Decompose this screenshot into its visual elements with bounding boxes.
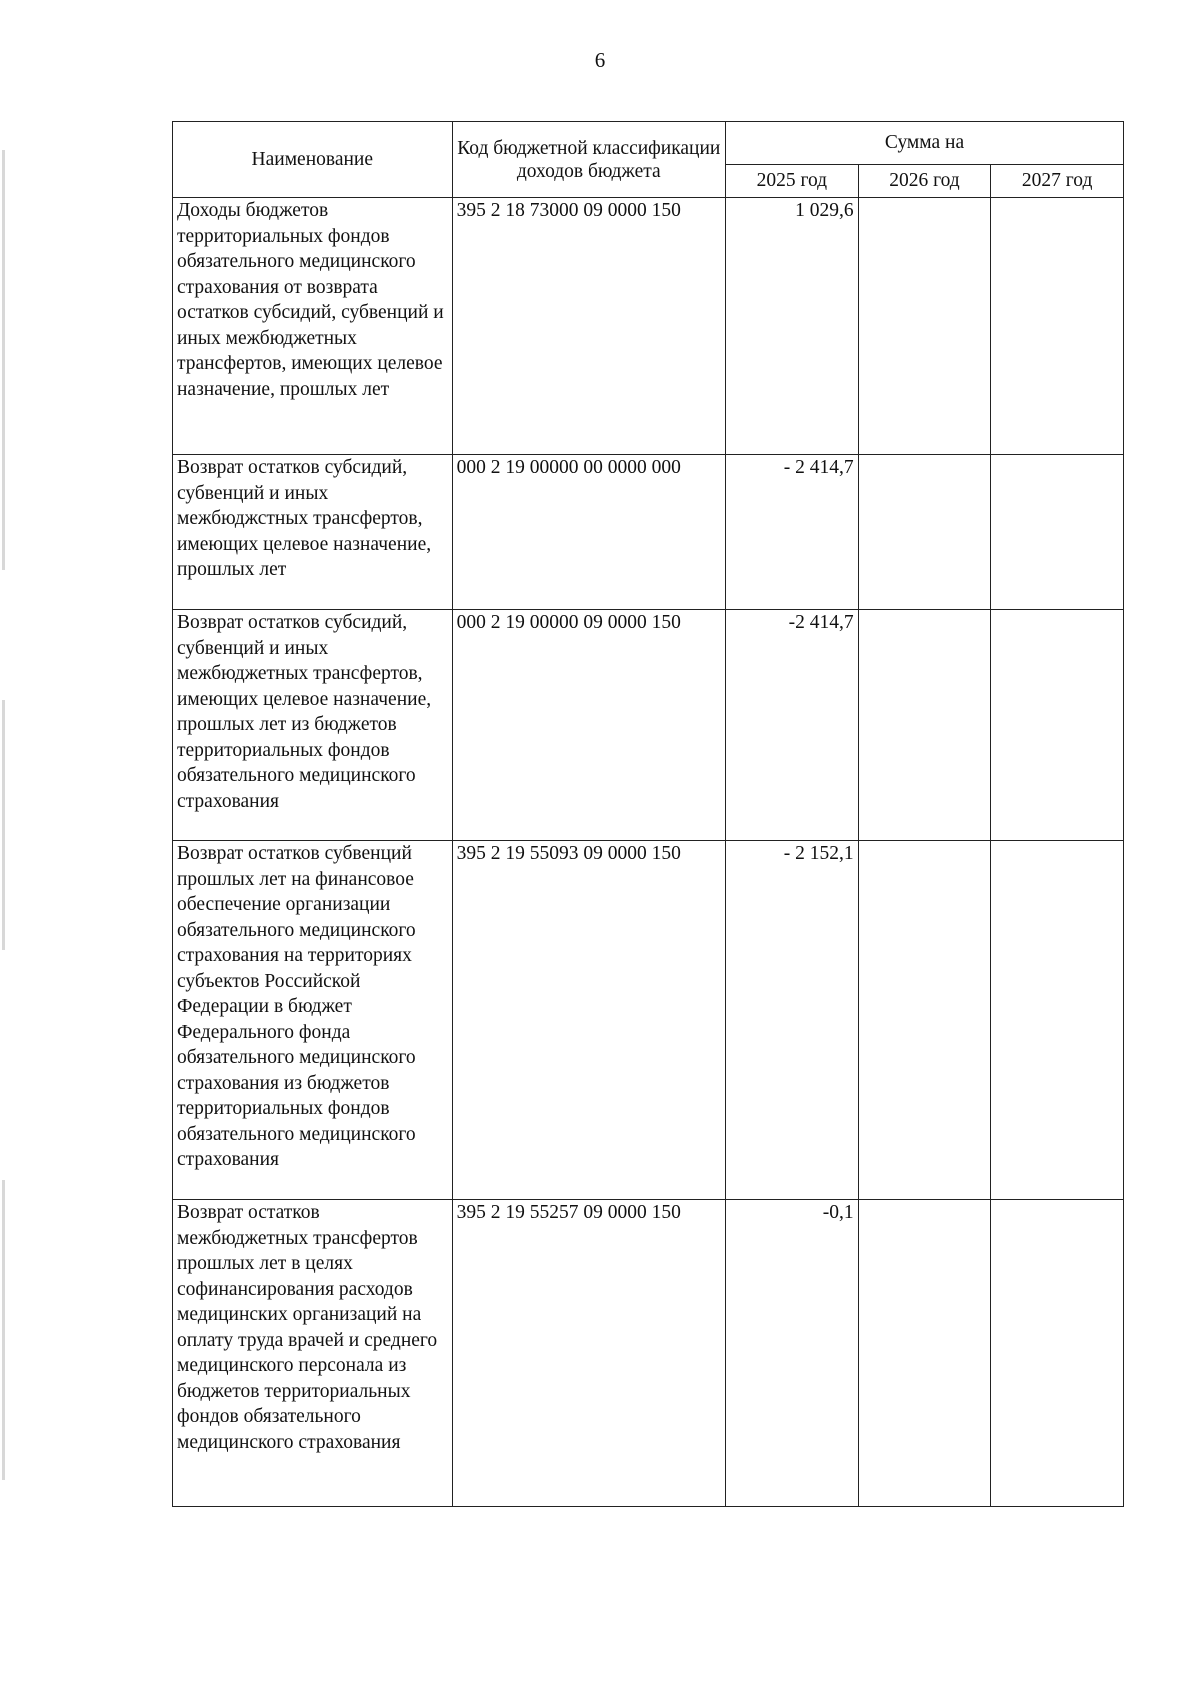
row-amount-2026 xyxy=(858,1200,991,1507)
row-amount-2026 xyxy=(858,841,991,1200)
row-name: Возврат остатков субсидий, субвенций и иных межбюджстных трансфертов, имеющих целевое назначение, прошлых лет xyxy=(173,455,453,610)
table-row xyxy=(173,841,1124,1200)
row-amount-2027 xyxy=(991,841,1124,1200)
row-code: 000 2 19 00000 00 0000 000 xyxy=(452,455,725,610)
row-code: 395 2 18 73000 09 0000 150 xyxy=(452,198,725,455)
row-amount-2025: -0,1 xyxy=(726,1200,859,1507)
row-amount-2027 xyxy=(991,198,1124,455)
row-amount-2025: 1 029,6 xyxy=(726,198,859,455)
scan-edge-mark xyxy=(2,150,5,570)
table-row xyxy=(173,1200,1124,1507)
row-amount-2025: -2 414,7 xyxy=(726,610,859,841)
row-amount-2026 xyxy=(858,455,991,610)
page-number: 6 xyxy=(594,48,606,72)
header-year-2025: 2025 год xyxy=(726,165,859,198)
row-amount-2025: - 2 152,1 xyxy=(726,841,859,1200)
header-year-2027: 2027 год xyxy=(991,165,1124,198)
table-row xyxy=(173,610,1124,841)
row-code: 000 2 19 00000 09 0000 150 xyxy=(452,610,725,841)
row-amount-2026 xyxy=(858,198,991,455)
table-row xyxy=(173,455,1124,610)
header-year-2026: 2026 год xyxy=(858,165,991,198)
revenue-table xyxy=(172,121,1124,1507)
scan-edge-mark xyxy=(2,1180,5,1480)
row-code: 395 2 19 55257 09 0000 150 xyxy=(452,1200,725,1507)
table-header xyxy=(173,122,1124,198)
row-amount-2027 xyxy=(991,610,1124,841)
row-code: 395 2 19 55093 09 0000 150 xyxy=(452,841,725,1200)
table-row xyxy=(173,198,1124,455)
row-amount-2026 xyxy=(858,610,991,841)
row-name: Возврат остатков субсидий, субвенций и иных межбюджетных трансфертов, имеющих целевое назначение, прошлых лет из бюджетов территориальных фондов обязательного медицинского страхования xyxy=(173,610,453,841)
header-name: Наименование xyxy=(173,122,453,198)
row-name: Возврат остатков субвенций прошлых лет на финансовое обеспечение организации обязательного медицинского страхования на территориях субъектов Российской Федерации в бюджет Федерального фонда обязательного медицинского страхования из бюджетов территориальных фондов обязательного медицинского страхования xyxy=(173,841,453,1200)
header-code: Код бюджетной классификации доходов бюджета xyxy=(452,122,725,198)
row-name: Доходы бюджетов территориальных фондов обязательного медицинского страхования от возврата остатков субсидий, субвенций и иных межбюджетных трансфертов, имеющих целевое назначение, прошлых лет xyxy=(173,198,453,455)
scan-edge-mark xyxy=(2,700,5,950)
row-amount-2027 xyxy=(991,1200,1124,1507)
row-amount-2025: - 2 414,7 xyxy=(726,455,859,610)
row-name: Возврат остатков межбюджетных трансфертов прошлых лет в целях софинансирования расходов медицинских организаций на оплату труда врачей и среднего медицинского персонала из бюджетов территориальных фондов обязательного медицинского страхования xyxy=(173,1200,453,1507)
row-amount-2027 xyxy=(991,455,1124,610)
header-sum: Сумма на xyxy=(726,122,1124,165)
